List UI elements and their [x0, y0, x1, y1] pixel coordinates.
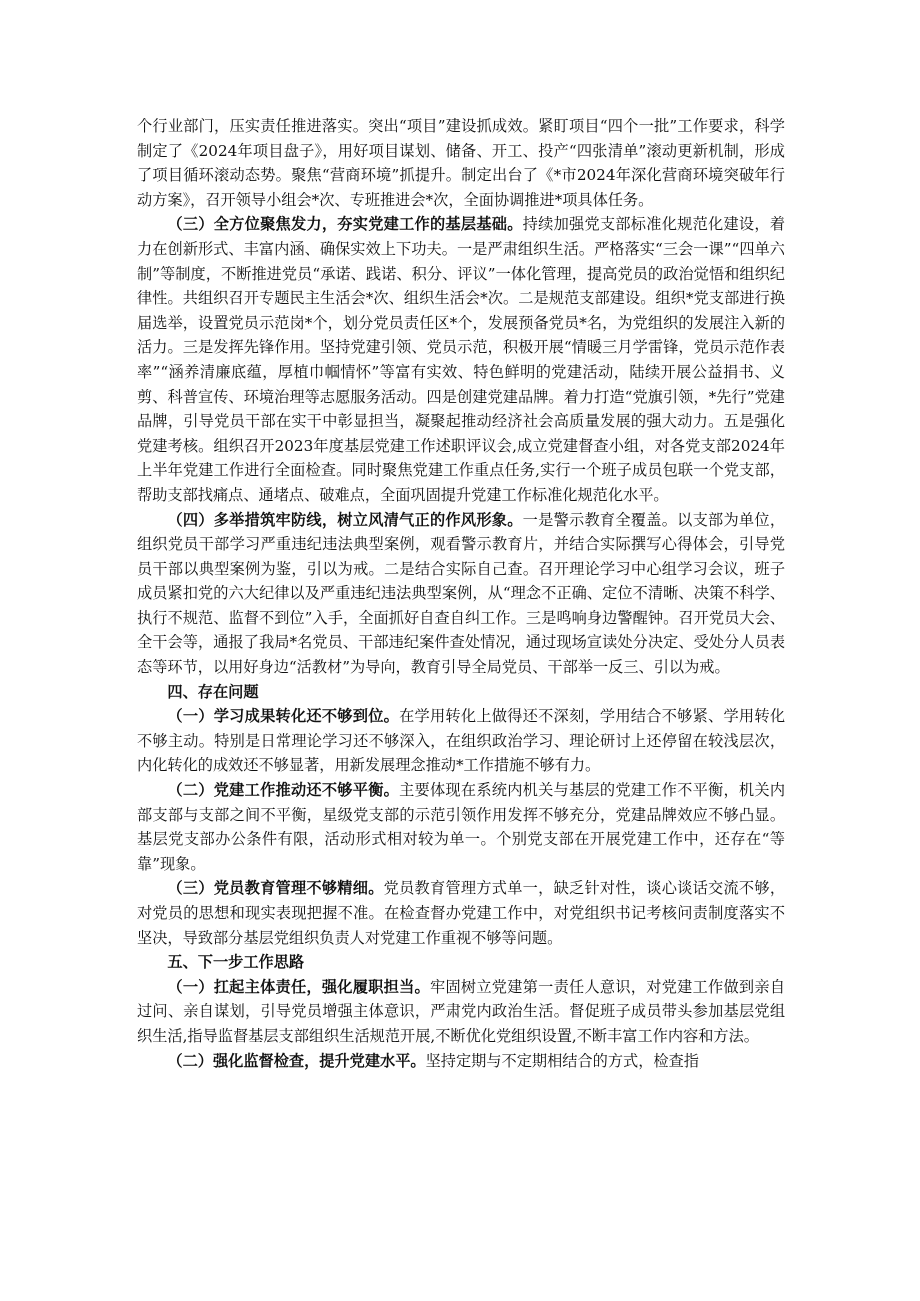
section-heading-problems: 四、存在问题 [167, 682, 259, 701]
paragraph-text: 持续加强党支部标准化规范化建设，着力在创新形式、丰富内涵、确保实效上下功夫。一是严肃组织生活。严格落实“三会一课”“四单六制”等制度，不断推进党员“承诺、践诺、积分、评议”一体化管理，提高党员的政治觉悟和组织纪律性。共组织召开专题民主生活会*次、组织生活会*次。二是规范支部建设。组织*党支部进行换届选举，设置党员示范岗*个，划分党员责任区*个，发展预备党员*名，为党组织的发展注入新的活力。三是发挥先锋作用。坚持党建引领、党员示范，积极开展“情暖三月学雷锋，党员示范作表率”“涵养清廉底蕴，厚植巾帼情怀”等富有实效、特色鲜明的党建活动，陆续开展公益捐书、义剪、科普宣传、环境治理等志愿服务活动。四是创建党建品牌。着力打造“党旗引领，*先行”党建品牌，引导党员干部在实干中彰显担当，凝聚起推动经济社会高质量发展的强大动力。五是强化党建考核。组织召开2023年度基层党建工作述职评议会,成立党建督查小组，对各党支部2024年上半年党建工作进行全面检查。同时聚焦党建工作重点任务,实行一个班子成员包联一个党支部，帮助支部找痛点、通堵点、破难点，全面巩固提升党建工作标准化规范化水平。 [137, 215, 786, 504]
paragraph-lead: （三）党员教育管理不够精细。 [167, 879, 384, 898]
paragraph-lead: （三）全方位聚焦发力，夯实党建工作的基层基础。 [167, 215, 523, 234]
paragraph-next-1 [137, 975, 785, 1049]
paragraph-text: 坚持定期与不定期相结合的方式，检查指 [425, 1051, 699, 1070]
paragraph-problem-2 [137, 778, 785, 876]
paragraph-continuation [137, 114, 785, 212]
document-page [137, 114, 785, 1073]
paragraph-text: 在学用转化上做得还不深刻，学用结合不够紧、学用转化不够主动。特别是日常理论学习还不够深入，在组织政治学习、理论研讨上还停留在较浅层次，内化转化的成效还不够显著，用新发展理念推动*工作措施不够有力。 [137, 707, 786, 775]
paragraph-lead: （四）多举措筑牢防线，树立风清气正的作风形象。 [167, 510, 523, 529]
paragraph-lead: （二）党建工作推动还不够平衡。 [167, 781, 400, 800]
paragraph-problem-1 [137, 704, 785, 778]
paragraph-lead: （二）强化监督检查，提升党建水平。 [167, 1051, 426, 1070]
paragraph-problem-3 [137, 876, 785, 950]
paragraph-text: 一是警示教育全覆盖。以支部为单位，组织党员干部学习严重违纪违法典型案例，观看警示教育片，并结合实际撰写心得体会，引导党员干部以典型案例为鉴，引以为戒。二是结合实际自己查。召开理论学习中心组学习会议，班子成员紧扣党的六大纪律以及严重违纪违法典型案例，从“理念不正确、定位不清晰、决策不科学、执行不规范、监督不到位”入手，全面抓好自查自纠工作。三是鸣响身边警醒钟。召开党员大会、全干会等，通报了我局*名党员、干部违纪案件查处情况，通过现场宣读处分决定、受处分人员表态等环节，以用好身边“活教材”为导向，教育引导全局党员、干部举一反三、引以为戒。 [137, 510, 786, 677]
paragraph-section-3 [137, 212, 785, 507]
paragraph-text: 牢固树立党建第一责任人意识，对党建工作做到亲自过问、亲自谋划，引导党员增强主体意识，严肃党内政治生活。督促班子成员带头参加基层党组织生活,指导监督基层支部组织生活规范开展,不断优化党组织设置,不断丰富工作内容和方法。 [137, 977, 786, 1045]
paragraph-section-4 [137, 508, 785, 680]
paragraph-text: 主要体现在系统内机关与基层的党建工作不平衡，机关内部支部与支部之间不平衡，星级党支部的示范引领作用发挥不够充分，党建品牌效应不够凸显。基层党支部办公条件有限，活动形式相对较为单一。个别党支部在开展党建工作中，还存在“等靠”现象。 [137, 781, 786, 873]
section-heading-next-steps: 五、下一步工作思路 [167, 953, 305, 972]
paragraph-text: 个行业部门，压实责任推进落实。突出“项目”建设抓成效。紧盯项目“四个一批”工作要求，科学制定了《2024年项目盘子》，用好项目谋划、储备、开工、投产“四张清单”滚动更新机制，形成了项目循环滚动态势。聚焦“营商环境”抓提升。制定出台了《*市2024年深化营商环境突破年行动方案》，召开领导小组会*次、专班推进会*次，全面协调推进*项具体任务。 [137, 117, 785, 209]
paragraph-next-2 [137, 1049, 785, 1074]
paragraph-lead: （一）扛起主体责任，强化履职担当。 [167, 977, 430, 996]
paragraph-lead: （一）学习成果转化还不够到位。 [167, 707, 400, 726]
paragraph-text: 党员教育管理方式单一，缺乏针对性，谈心谈话交流不够，对党员的思想和现实表现把握不准。在检查督办党建工作中，对党组织书记考核问责制度落实不坚决，导致部分基层党组织负责人对党建工作重视不够等问题。 [137, 879, 786, 947]
